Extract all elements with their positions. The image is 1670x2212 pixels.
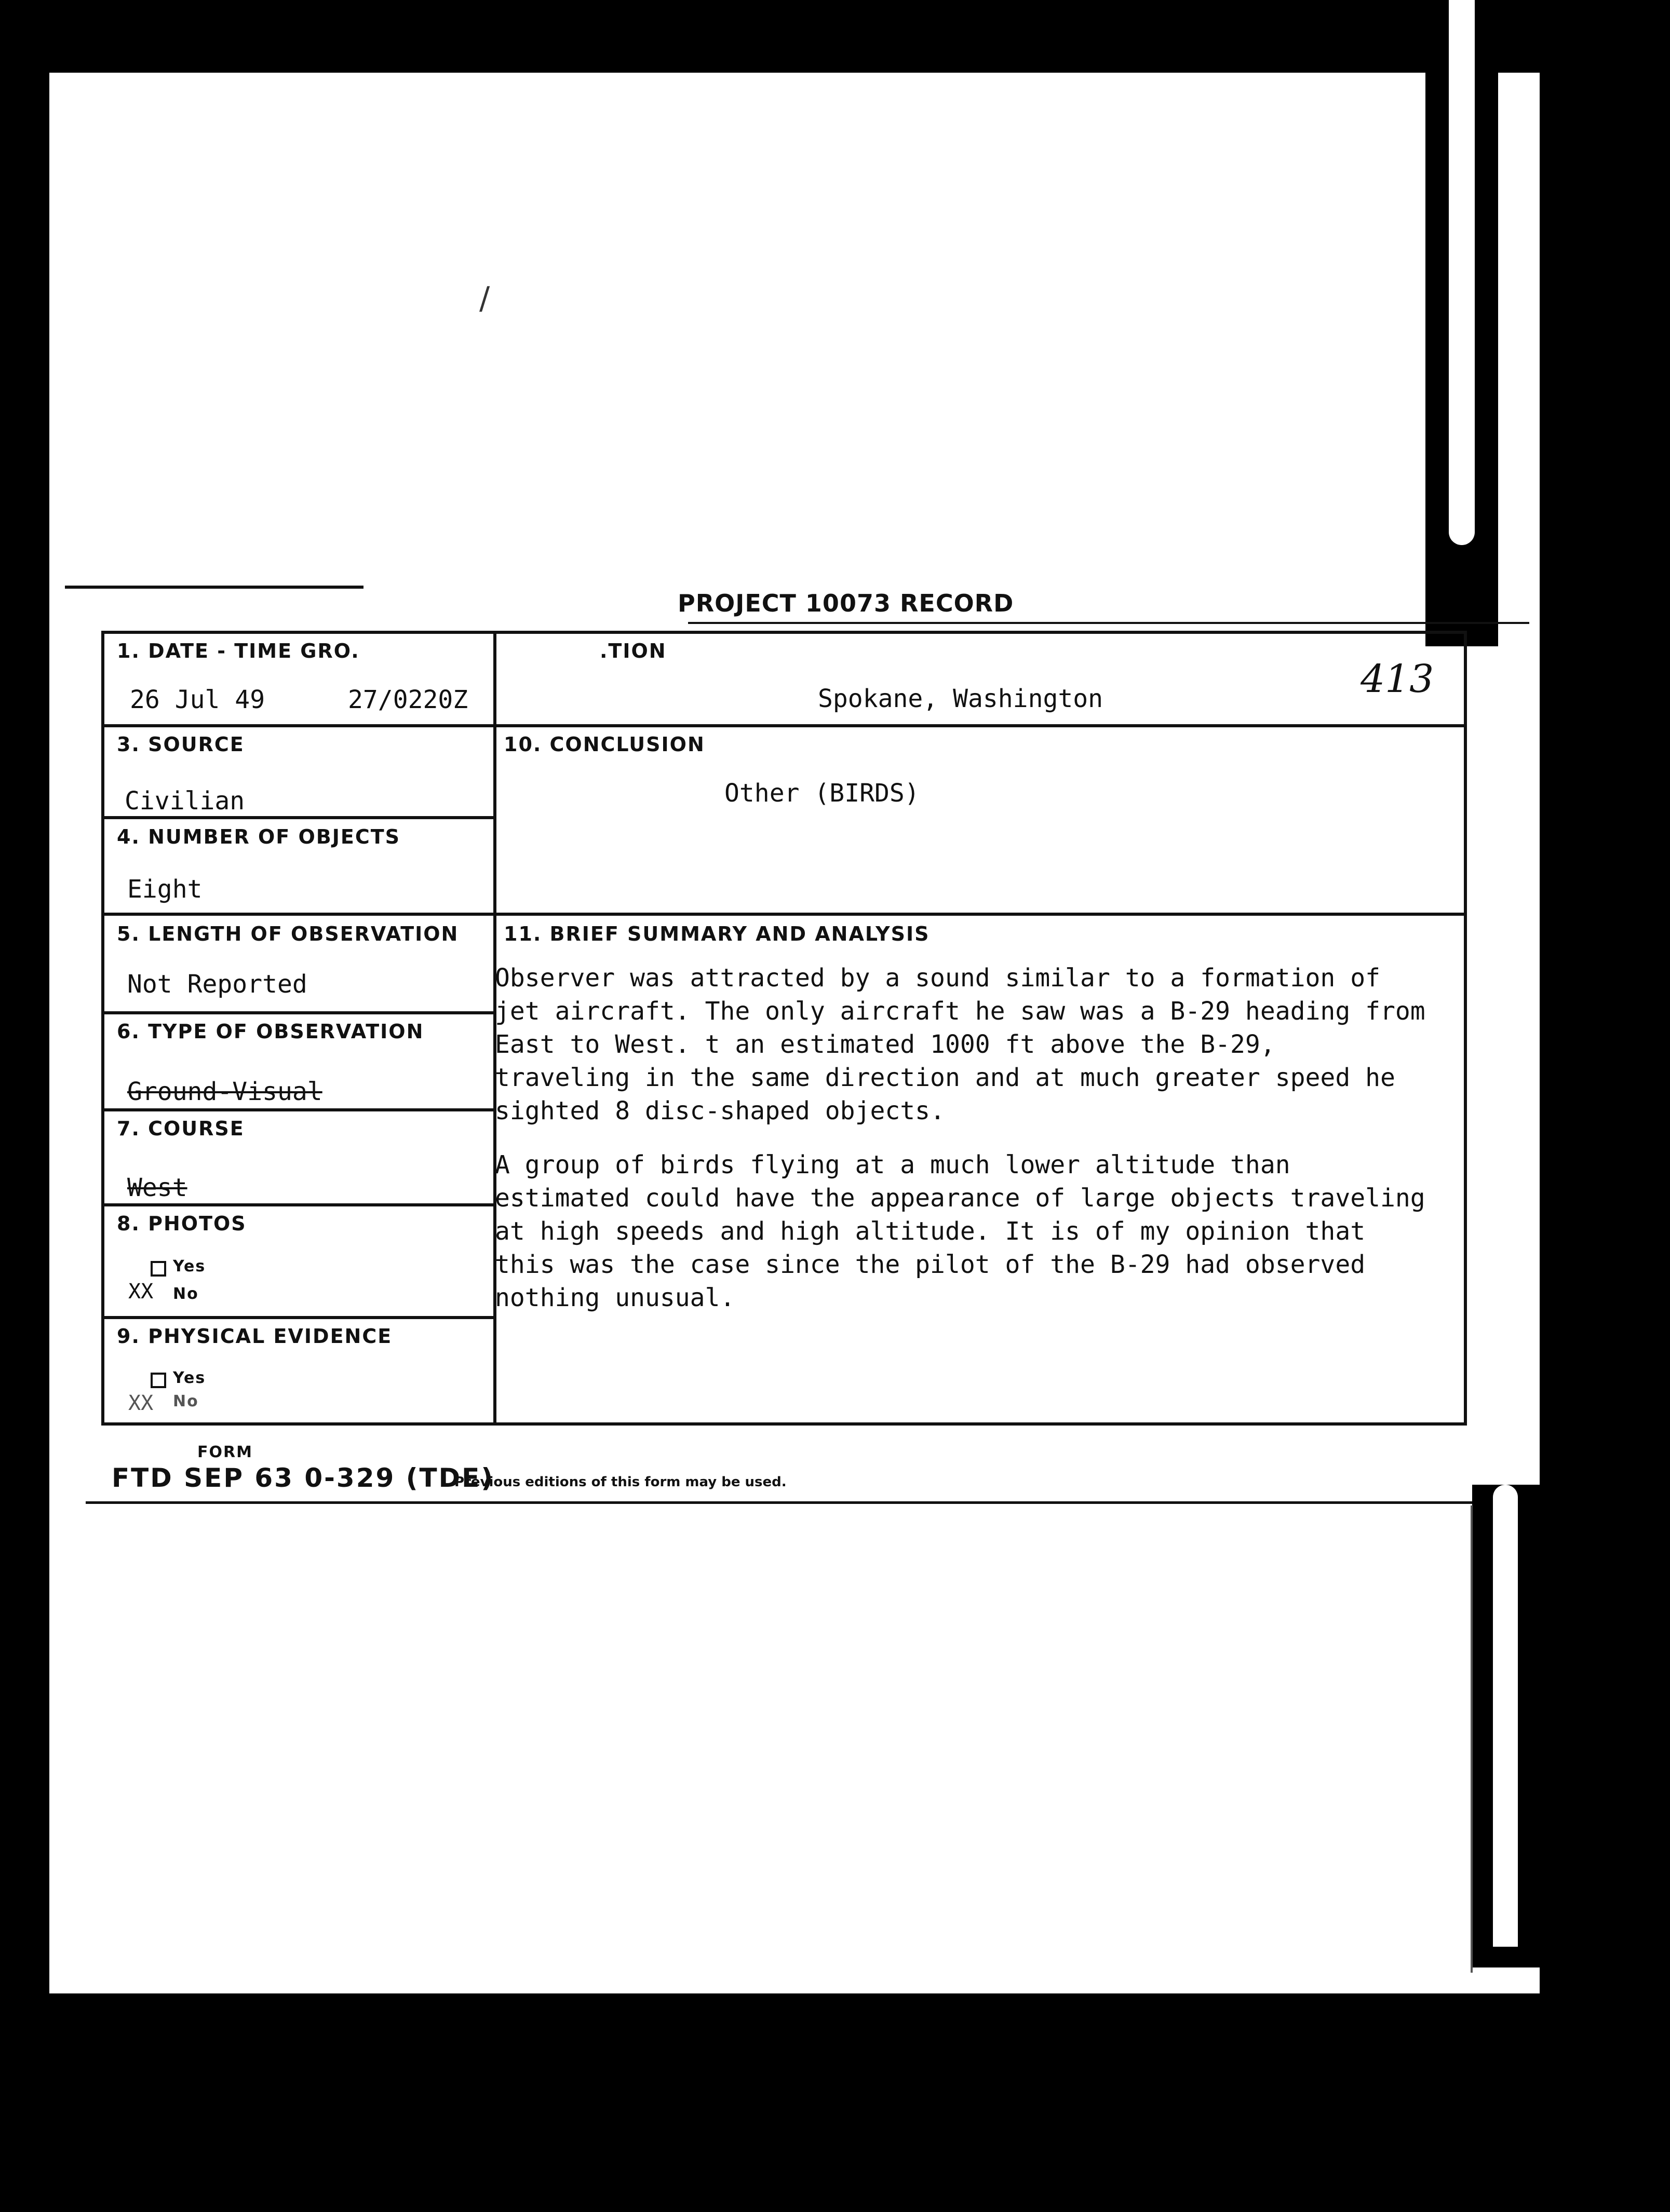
course-label: 7. COURSE xyxy=(117,1117,245,1140)
physical-no-mark: XX xyxy=(128,1391,154,1415)
photos-yes-label: Yes xyxy=(173,1257,206,1275)
divider-left-7 xyxy=(101,1316,493,1319)
photos-no-mark: XX xyxy=(128,1280,154,1304)
time-value: 27/0220Z xyxy=(348,685,468,714)
source-label: 3. SOURCE xyxy=(117,733,245,756)
location-value: Spokane, Washington xyxy=(818,684,1103,713)
type-obs-label: 6. TYPE OF OBSERVATION xyxy=(117,1020,424,1043)
divider-left-2 xyxy=(101,816,493,819)
course-value: West xyxy=(127,1173,187,1202)
summary-line: estimated could have the appearance of large objects traveling xyxy=(495,1184,1425,1213)
summary-line: A group of birds flying at a much lower altitude than xyxy=(495,1150,1290,1179)
binder-bar-bottom xyxy=(1472,1485,1540,1967)
summary-line: jet aircraft. The only aircraft he saw was a B-29 heading from xyxy=(495,997,1425,1026)
divider-left-1 xyxy=(101,724,493,727)
num-objects-label: 4. NUMBER OF OBJECTS xyxy=(117,825,401,848)
type-obs-value: Ground-Visual xyxy=(127,1077,322,1106)
top-rule-right xyxy=(688,622,1529,624)
source-value: Civilian xyxy=(125,786,245,816)
divider-left-5 xyxy=(101,1108,493,1111)
form-left-border xyxy=(101,631,104,1426)
length-obs-label: 5. LENGTH OF OBSERVATION xyxy=(117,922,459,945)
form-bottom-border xyxy=(101,1422,1467,1426)
summary-line: at high speeds and high altitude. It is of my opinion that xyxy=(495,1217,1366,1246)
photos-no-label: No xyxy=(173,1285,199,1303)
divider-right-2 xyxy=(493,913,1467,916)
document-page xyxy=(49,73,1540,1993)
date-time-label: 1. DATE - TIME GRO. xyxy=(117,640,360,662)
divider-right-1 xyxy=(493,724,1467,727)
summary-line: this was the case since the pilot of the B-29 had observed xyxy=(495,1250,1366,1279)
stray-mark: / xyxy=(479,280,490,317)
divider-left-6 xyxy=(101,1203,493,1206)
physical-no-label: No xyxy=(173,1392,199,1410)
page-number: 413 xyxy=(1361,657,1434,701)
summary-line: East to West. t an estimated 1000 ft above the B-29, xyxy=(495,1030,1275,1059)
margin-line xyxy=(1471,1505,1473,1973)
divider-left-3 xyxy=(101,913,493,916)
date-value: 26 Jul 49 xyxy=(130,685,265,714)
photos-label: 8. PHOTOS xyxy=(117,1212,247,1235)
location-label: .TION xyxy=(600,640,667,662)
conclusion-label: 10. CONCLUSION xyxy=(504,733,705,756)
summary-label: 11. BRIEF SUMMARY AND ANALYSIS xyxy=(504,922,930,945)
summary-line: nothing unusual. xyxy=(495,1283,735,1312)
summary-line: sighted 8 disc-shaped objects. xyxy=(495,1096,945,1125)
footer-rule xyxy=(86,1501,1529,1504)
top-rule-left xyxy=(65,586,363,589)
physical-label: 9. PHYSICAL EVIDENCE xyxy=(117,1325,393,1348)
summary-line: Observer was attracted by a sound similar to a formation of xyxy=(495,963,1381,993)
footer-form-id: FTD SEP 63 0-329 (TDE) xyxy=(112,1463,495,1493)
conclusion-value: Other (BIRDS) xyxy=(724,779,920,808)
form-title: PROJECT 10073 RECORD xyxy=(678,589,1014,617)
form-top-border xyxy=(101,631,1467,634)
footer-note: Previous editions of this form may be used. xyxy=(454,1474,787,1490)
physical-yes-checkbox[interactable] xyxy=(151,1373,166,1388)
form-right-border xyxy=(1464,631,1467,1426)
summary-line: traveling in the same direction and at much greater speed he xyxy=(495,1063,1395,1092)
length-obs-value: Not Reported xyxy=(127,970,307,999)
physical-yes-label: Yes xyxy=(173,1369,206,1387)
footer-form-word: FORM xyxy=(197,1443,253,1461)
divider-left-4 xyxy=(101,1011,493,1014)
photos-yes-checkbox[interactable] xyxy=(151,1261,166,1277)
binder-bar-top xyxy=(1425,0,1498,646)
num-objects-value: Eight xyxy=(127,875,203,904)
